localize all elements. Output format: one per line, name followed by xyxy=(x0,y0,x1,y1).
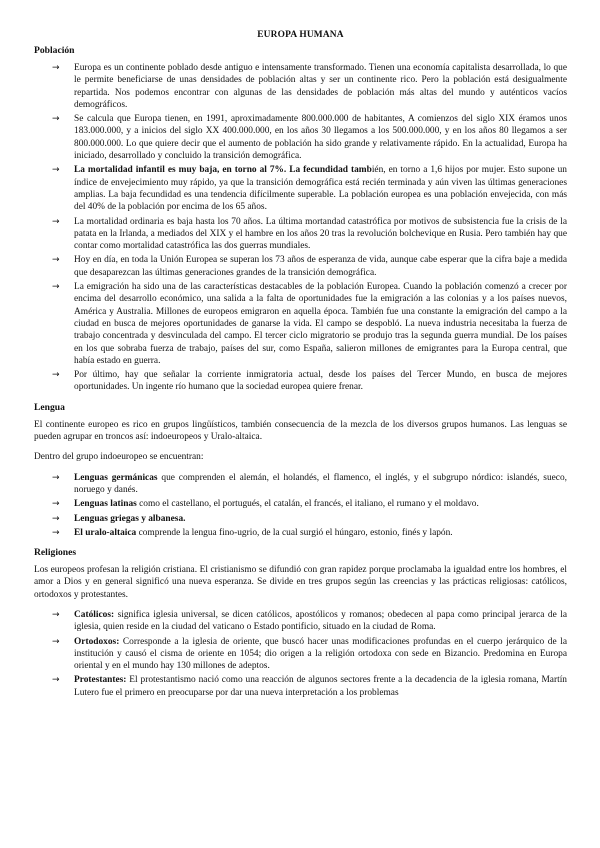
item-bold: Católicos: xyxy=(74,609,115,620)
item-bold: La mortalidad infantil es muy baja, en torno al 7%. La fecundidad tamb xyxy=(74,165,372,176)
arrow-icon: → xyxy=(52,675,60,686)
list-item xyxy=(34,216,567,253)
item-text: Europa es un continente poblado desde antiguo e intensamente transformado. Tienen una economía capitalista desarrollada, lo que le permite beneficiarse de unas densidades de población altas y ser un continente rico. Pero la población está desigualmente repartida. Nos podemos encontrar con algunas de las densidades de población más altas del mundo y auténticos vacíos demográficos. xyxy=(74,63,567,110)
item-bold: Lenguas griegas y albanesa. xyxy=(74,513,186,524)
item-text: El protestantismo nació como una reacción de algunos sectores frente a la decadencia de la iglesia romana, Martín Lutero fue el primero en preocuparse por dar una nueva interpretación a los problemas xyxy=(74,675,567,698)
poblacion-list xyxy=(34,62,567,394)
list-item xyxy=(34,513,567,525)
item-text: Hoy en día, en toda la Unión Europea se superan los 73 años de esperanza de vida, aunque cabe esperar que la cifra baje a medida que desaparezcan las últimas generaciones grandes de la transición demográfica. xyxy=(74,255,567,278)
arrow-icon: → xyxy=(52,636,60,647)
list-item xyxy=(34,62,567,111)
item-text: comprende la lengua fino-ugrio, de la cual surgió el húngaro, estonio, finés y lapón. xyxy=(136,527,453,538)
section-heading-religiones: Religiones xyxy=(34,547,77,559)
list-item xyxy=(34,636,567,673)
arrow-icon: → xyxy=(52,609,60,620)
list-item xyxy=(34,472,567,497)
arrow-icon: → xyxy=(52,282,60,293)
list-item xyxy=(34,609,567,634)
religiones-paragraph-1: Los europeos profesan la religión cristiana. El cristianismo se difundió con gran rapidez porque proclamaba la igualdad entre los hombres, el amor a Dios y en general significó una nueva esperanza. Se divide en tres grupos según las creencias y las prácticas religiosas: católicos, ortodoxos y protestantes. xyxy=(34,565,567,600)
item-text: La mortalidad ordinaria es baja hasta los 70 años. La última mortandad catastrófica por motivos de subsistencia fue la crisis de la patata en la Irlanda, a mediados del XIX y el hambre en los años 20 tras la revolución bolchevique en Rusia. Pero también hay que contar como mortalidad catastrófica las dos guerras mundiales. xyxy=(74,216,567,252)
item-text: significa iglesia universal, se dicen católicos, apostólicos y romanos; obedecen al papa como principal jerarca de la iglesia, quien reside en la ciudad del vaticano o Estado pontificio, situado en la ciudad de Roma. xyxy=(74,609,567,633)
arrow-icon: → xyxy=(52,513,60,524)
item-bold: Lenguas latinas xyxy=(74,499,137,510)
list-item xyxy=(34,498,567,510)
item-bold: Protestantes: xyxy=(74,675,127,686)
item-bold: Ortodoxos: xyxy=(74,636,120,647)
item-text: Por último, hay que señalar la corriente inmigratoria actual, desde los países del Tercer Mundo, en busca de mejores oportunidades. Un ingente río humano que la sociedad europea quiere frenar. xyxy=(74,370,567,393)
item-text: Se calcula que Europa tienen, en 1991, aproximadamente 800.000.000 de habitantes, A comienzos del siglo XIX éramos unos 183.000.000, y a inicios del siglo XX 400.000.000, en los años 30 llegamos a los 500.000.000, y en los años 80 llegamos a ser 800.000.000. Lo que quiere decir que el aumento de población ha sido grande y relativamente rápido. En la actualidad, Europa ha iniciado, desarrollado y concluido la transición demográfica. xyxy=(74,114,567,162)
religiones-list xyxy=(34,609,567,699)
section-heading-poblacion: Población xyxy=(34,45,75,56)
document-title: EUROPA HUMANA xyxy=(257,30,344,40)
list-item xyxy=(34,674,567,699)
item-text: La emigración ha sido una de las características destacables de la población Europea. Cuando la población comenzó a crecer por encima del desarrollo económico, una salida a la falta de oportunidades fue la emigración a las colonias y a los países nuevos, América y Australia. Millones de europeos emigraron en aquella época. También fue una constante la emigración del campo a la ciudad en busca de mejores oportunidades de ganarse la vida. El campo se despobló. La nueva industria necesitaba la fuerza de trabajo concentrada y desvinculada del campo. El tercer ciclo migratorio se produjo tras la segunda guerra mundial. De los países en los que sobraba fuerza de trabajo, países del sur, como España, salieron millones de emigrantes para la Europa central, que había estado en guerra. xyxy=(74,282,567,366)
arrow-icon: → xyxy=(52,114,60,125)
arrow-icon: → xyxy=(52,370,60,381)
arrow-icon: → xyxy=(52,255,60,266)
list-item xyxy=(34,527,567,539)
list-item xyxy=(34,113,567,162)
lengua-paragraph-2: Dentro del grupo indoeuropeo se encuentran: xyxy=(34,452,204,463)
item-text: que comprenden el alemán, el holandés, el flamenco, el inglés, y el subgrupo nórdico: islandés, sueco, noruego y danés. xyxy=(74,472,567,495)
lengua-paragraph-1: El continente europeo es rico en grupos lingüísticos, también consecuencia de la mezcla de los diversos grupos humanos. Las lenguas se pueden agrupar en troncos así: indoeuropeos y Uralo-altaica. xyxy=(34,419,567,443)
item-text: Corresponde a la iglesia de oriente, que buscó hacer unas modificaciones profundas en el cuerpo jerárquico de la institución y causó el cisma de oriente en 1054; dio origen a la religión ortodoxa con sede en Bizancio. Predomina en Europa oriental y en el mundo hay 130 millones de adeptos. xyxy=(74,636,567,672)
arrow-icon: → xyxy=(52,216,60,227)
item-text: como el castellano, el portugués, el catalán, el francés, el italiano, el rumano y el moldavo. xyxy=(136,499,479,510)
list-item xyxy=(34,254,567,279)
arrow-icon: → xyxy=(52,165,60,176)
item-bold: El uralo-altaica xyxy=(74,527,137,538)
arrow-icon: → xyxy=(52,499,60,510)
section-heading-lengua: Lengua xyxy=(34,401,65,413)
list-item xyxy=(34,369,567,394)
list-item xyxy=(34,164,567,213)
arrow-icon: → xyxy=(52,472,60,483)
item-bold: Lenguas germánicas xyxy=(74,472,158,483)
item-text: ién, en torno a 1,6 hijos por mujer. Esto supone un índice de envejecimiento muy rápido, ya que la transición demográfica está recién terminada y aún viven las últimas generaciones amplias. La baja fecundidad es una tendencia difícilmente superable. La población europea es una población envejecida, con más del 40% de la población por encima de los 65 años. xyxy=(74,165,567,213)
list-item xyxy=(34,281,567,367)
arrow-icon: → xyxy=(52,63,60,73)
lengua-list xyxy=(34,472,567,539)
arrow-icon: → xyxy=(52,527,60,538)
